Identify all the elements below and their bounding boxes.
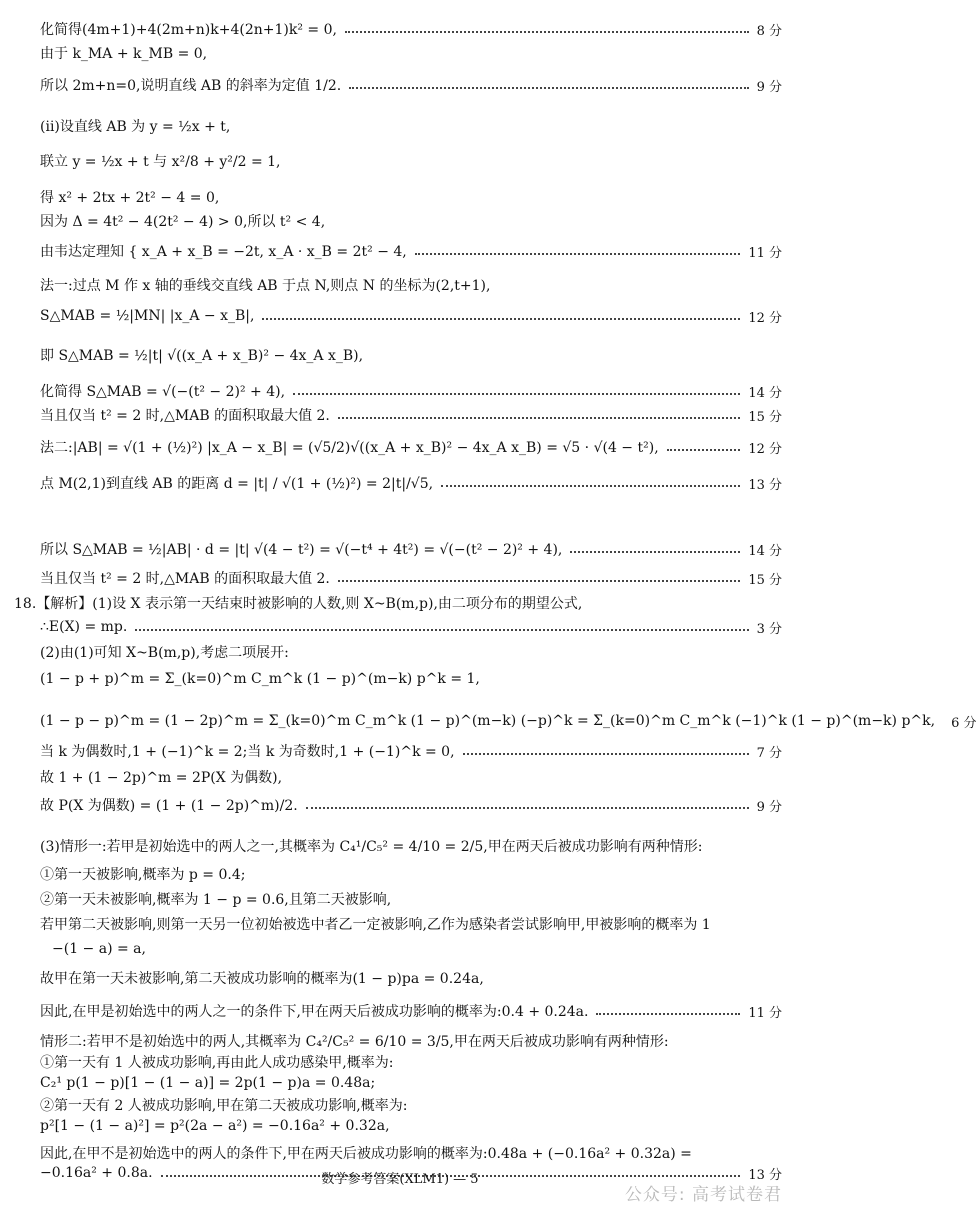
line-text: 所以 S△MAB = ½|AB| · d = |t| √(4 − t²) = √(−t⁴ + 4t²) = √(−(t² − 2)² + 4), bbox=[40, 542, 563, 558]
score-label: 9 分 bbox=[756, 799, 782, 815]
line-text: 若甲第二天被影响,则第一天另一位初始被选中者乙一定被影响,乙作为感染者尝试影响甲,甲被影响的概率为 1 bbox=[40, 917, 711, 933]
score-label: 12 分 bbox=[748, 441, 782, 457]
answer-line bbox=[0, 863, 800, 885]
score-label: 12 分 bbox=[748, 310, 782, 326]
line-text: 当 k 为偶数时,1 + (−1)^k = 2;当 k 为奇数时,1 + (−1)^k = 0, bbox=[40, 744, 455, 760]
answer-line bbox=[0, 115, 800, 137]
answer-line bbox=[0, 18, 800, 40]
score-label: 11 分 bbox=[748, 245, 782, 261]
line-text: −0.16a² + 0.8a. bbox=[40, 1165, 153, 1181]
answer-line bbox=[0, 404, 800, 426]
answer-line bbox=[0, 150, 800, 172]
answer-line bbox=[0, 74, 800, 96]
line-text: 点 M(2,1)到直线 AB 的距离 d = |t| / √(1 + (½)²) = 2|t|/√5, bbox=[40, 476, 434, 492]
answer-line bbox=[0, 344, 800, 366]
score-label: 14 分 bbox=[748, 385, 782, 401]
answer-line bbox=[0, 888, 800, 910]
score-label: 8 分 bbox=[756, 23, 782, 39]
leader-dots bbox=[262, 318, 740, 320]
answer-line bbox=[0, 835, 800, 857]
line-text: 即 S△MAB = ½|t| √((x_A + x_B)² − 4x_A x_B), bbox=[40, 348, 364, 364]
answer-line bbox=[0, 1051, 800, 1073]
answer-line bbox=[0, 668, 800, 690]
answer-line bbox=[0, 1000, 800, 1022]
answer-line bbox=[0, 913, 800, 935]
score-label: 13 分 bbox=[748, 1167, 782, 1183]
answer-line bbox=[0, 186, 800, 208]
answer-line bbox=[0, 616, 800, 638]
line-text: 当且仅当 t² = 2 时,△MAB 的面积取最大值 2. bbox=[40, 408, 330, 424]
line-text: 故 1 + (1 − 2p)^m = 2P(X 为偶数), bbox=[40, 770, 283, 786]
page-footer: 数学参考答案(XLM1) — 5 bbox=[321, 1172, 479, 1187]
answer-line bbox=[0, 592, 800, 614]
line-text: 故甲在第一天未被影响,第二天被成功影响的概率为(1 − p)pa = 0.24a, bbox=[40, 971, 484, 987]
line-text: 联立 y = ½x + t 与 x²/8 + y²/2 = 1, bbox=[40, 154, 281, 170]
line-text: 法一:过点 M 作 x 轴的垂线交直线 AB 于点 N,则点 N 的坐标为(2,t+1), bbox=[40, 278, 491, 294]
line-text: 情形二:若甲不是初始选中的两人,其概率为 C₄²/C₅² = 6/10 = 3/5,甲在两天后被成功影响有两种情形: bbox=[40, 1034, 669, 1050]
answer-line bbox=[0, 436, 800, 458]
answer-line bbox=[0, 794, 800, 816]
answer-line bbox=[0, 42, 800, 64]
line-text: C₂¹ p(1 − p)[1 − (1 − a)] = 2p(1 − p)a = 0.48a; bbox=[40, 1075, 376, 1091]
line-text: 化简得 S△MAB = √(−(t² − 2)² + 4), bbox=[40, 384, 286, 400]
line-text: 由于 k_MA + k_MB = 0, bbox=[40, 46, 208, 62]
answer-line bbox=[0, 567, 800, 589]
leader-dots bbox=[463, 753, 749, 755]
answer-line bbox=[0, 1142, 800, 1164]
leader-dots bbox=[338, 580, 740, 582]
leader-dots bbox=[415, 253, 741, 255]
answer-line bbox=[0, 967, 800, 989]
line-text: 故 P(X 为偶数) = (1 + (1 − 2p)^m)/2. bbox=[40, 798, 298, 814]
leader-dots bbox=[441, 485, 740, 487]
answer-line bbox=[0, 210, 800, 232]
score-label: 7 分 bbox=[756, 745, 782, 761]
line-text: 由韦达定理知 { x_A + x_B = −2t, x_A · x_B = 2t² − 4, bbox=[40, 244, 407, 260]
answer-line bbox=[0, 1094, 800, 1116]
leader-dots bbox=[135, 629, 748, 631]
score-label: 3 分 bbox=[756, 621, 782, 637]
score-label: 15 分 bbox=[748, 409, 782, 425]
line-text: 得 x² + 2tx + 2t² − 4 = 0, bbox=[40, 190, 220, 206]
line-text: S△MAB = ½|MN| |x_A − x_B|, bbox=[40, 308, 255, 324]
answer-line bbox=[0, 710, 976, 732]
line-text: 化简得(4m+1)+4(2m+n)k+4(2n+1)k² = 0, bbox=[40, 22, 337, 38]
answer-line bbox=[0, 1072, 800, 1094]
line-text: 所以 2m+n=0,说明直线 AB 的斜率为定值 1/2. bbox=[40, 78, 342, 94]
leader-dots bbox=[306, 807, 749, 809]
answer-line bbox=[0, 380, 800, 402]
answer-line bbox=[0, 1030, 800, 1052]
answer-line bbox=[0, 274, 800, 296]
score-label: 11 分 bbox=[748, 1005, 782, 1021]
leader-dots bbox=[570, 551, 740, 553]
leader-dots bbox=[349, 87, 748, 89]
line-text: −(1 − a) = a, bbox=[52, 941, 146, 957]
line-text: 法二:|AB| = √(1 + (½)²) |x_A − x_B| = (√5/2)√((x_A + x_B)² − 4x_A x_B) = √5 · √(4 − t²), bbox=[40, 440, 659, 456]
answer-line bbox=[0, 938, 800, 960]
answer-line bbox=[0, 538, 800, 560]
line-text: ①第一天有 1 人被成功影响,再由此人成功感染甲,概率为: bbox=[40, 1055, 394, 1071]
line-text: ∴E(X) = mp. bbox=[40, 619, 128, 635]
line-text: 因此,在甲不是初始选中的两人的条件下,甲在两天后被成功影响的概率为:0.48a + (−0.16a² + 0.32a) = bbox=[40, 1146, 692, 1162]
line-text: ②第一天未被影响,概率为 1 − p = 0.6,且第二天被影响, bbox=[40, 892, 392, 908]
line-text: ①第一天被影响,概率为 p = 0.4; bbox=[40, 867, 246, 883]
line-text: (3)情形一:若甲是初始选中的两人之一,其概率为 C₄¹/C₅² = 4/10 = 2/5,甲在两天后被成功影响有两种情形: bbox=[40, 839, 703, 855]
line-text: (1 − p + p)^m = Σ_(k=0)^m C_m^k (1 − p)^(m−k) p^k = 1, bbox=[40, 671, 480, 687]
leader-dots bbox=[596, 1013, 740, 1015]
leader-dots bbox=[338, 417, 740, 419]
watermark: 公众号: 高考试卷君 bbox=[624, 1185, 782, 1205]
line-text: ②第一天有 2 人被成功影响,甲在第二天被成功影响,概率为: bbox=[40, 1098, 408, 1114]
answer-line bbox=[0, 641, 800, 663]
score-label: 15 分 bbox=[748, 572, 782, 588]
leader-dots bbox=[345, 31, 749, 33]
answer-line bbox=[0, 740, 800, 762]
answer-line bbox=[0, 1115, 800, 1137]
leader-dots bbox=[667, 449, 741, 451]
score-label: 9 分 bbox=[756, 79, 782, 95]
answer-line bbox=[0, 305, 800, 327]
line-text: (1 − p − p)^m = (1 − 2p)^m = Σ_(k=0)^m C_m^k (1 − p)^(m−k) (−p)^k = Σ_(k=0)^m C_m^k (−1)^k (1 − p)^(m−k) p^k, bbox=[40, 713, 936, 729]
line-text: p²[1 − (1 − a)²] = p²(2a − a²) = −0.16a² + 0.32a, bbox=[40, 1118, 390, 1134]
score-label: 14 分 bbox=[748, 543, 782, 559]
line-text: 当且仅当 t² = 2 时,△MAB 的面积取最大值 2. bbox=[40, 571, 330, 587]
score-label: 13 分 bbox=[748, 477, 782, 493]
line-text: (2)由(1)可知 X~B(m,p),考虑二项展开: bbox=[40, 645, 289, 661]
line-text: 因为 Δ = 4t² − 4(2t² − 4) > 0,所以 t² < 4, bbox=[40, 214, 326, 230]
answer-line bbox=[0, 472, 800, 494]
line-text: 因此,在甲是初始选中的两人之一的条件下,甲在两天后被成功影响的概率为:0.4 + 0.24a. bbox=[40, 1004, 589, 1020]
line-text: (ⅱ)设直线 AB 为 y = ½x + t, bbox=[40, 119, 231, 135]
score-label: 6 分 bbox=[951, 715, 976, 731]
answer-line bbox=[0, 766, 800, 788]
answer-line bbox=[0, 240, 800, 262]
line-text: 18.【解析】(1)设 X 表示第一天结束时被影响的人数,则 X~B(m,p),由二项分布的期望公式, bbox=[14, 596, 583, 612]
leader-dots bbox=[293, 393, 740, 395]
